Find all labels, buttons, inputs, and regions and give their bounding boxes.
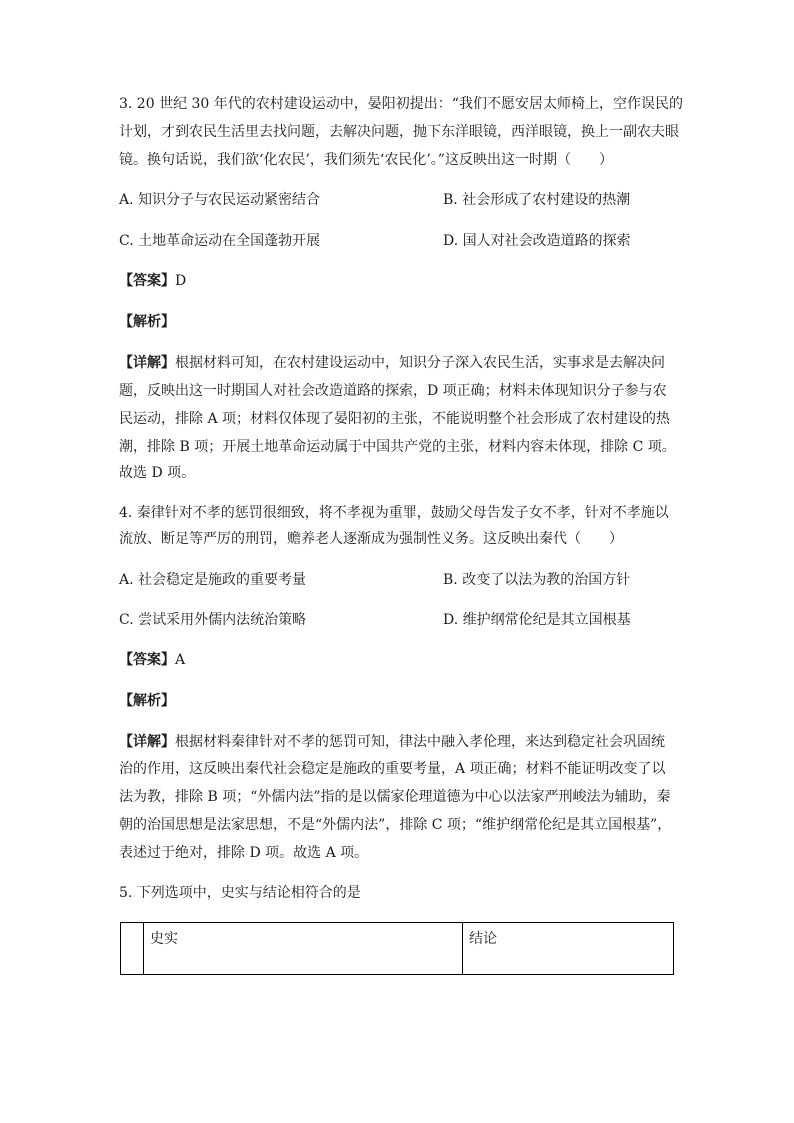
q5-table-col-conclusion: 结论	[463, 923, 674, 975]
q3-detail-line-3: 民运动，排除 A 项；材料仅体现了晏阳初的主张，不能说明整个社会形成了农村建设的热	[119, 411, 671, 427]
q3-analysis-label: 【解析】	[119, 314, 175, 330]
q4-detail-line-3: 法为教，排除 B 项；“外儒内法”指的是以儒家伦理道德为中心以法家严刑峻法为辅助，秦	[119, 789, 671, 805]
q5-stem: 5. 下列选项中，史实与结论相符合的是	[119, 885, 361, 901]
q3-detail-line-2: 题，反映出这一时期国人对社会改造道路的探索，D 项正确；材料未体现知识分子参与农	[119, 383, 667, 399]
q3-option-a: A. 知识分子与农民运动紧密结合	[119, 192, 321, 208]
q4-detail-line-5: 表述过于绝对，排除 D 项。故选 A 项。	[119, 845, 369, 861]
q3-answer-label: 【答案】	[119, 273, 175, 289]
q4-analysis-label: 【解析】	[119, 693, 175, 709]
q3-detail-line-5: 故选 D 项。	[119, 465, 196, 481]
q4-detail-text-1: 根据材料秦律针对不孝的惩罚可知，律法中融入孝伦理，来达到稳定社会巩固统	[175, 734, 665, 750]
q4-option-a: A. 社会稳定是施政的重要考量	[119, 572, 307, 588]
q3-detail-line-4: 潮，排除 B 项；开展土地革命运动属于中国共产党的主张，材料内容未体现，排除 C 项。	[119, 439, 676, 455]
q3-stem-line-3: 镜。换句话说，我们欲‘化农民’，我们须先‘农民化’。”这反映出这一时期（ ）	[119, 152, 613, 168]
q5-table	[120, 922, 674, 975]
q4-option-d: D. 维护纲常伦纪是其立国根基	[443, 612, 631, 628]
q4-stem-line-2: 流放、断足等严厉的刑罚，赡养老人逐渐成为强制性义务。这反映出秦代（ ）	[119, 531, 623, 547]
q4-detail-label: 【详解】	[119, 734, 175, 750]
q4-detail-line-2: 治的作用，这反映出秦代社会稳定是施政的重要考量，A 项正确；材料不能证明改变了以	[119, 761, 666, 777]
q4-answer	[119, 652, 185, 668]
q3-option-c: C. 土地革命运动在全国蓬勃开展	[119, 233, 321, 249]
q4-detail-line-4: 朝的治国思想是法家思想，不是“外儒内法”，排除 C 项；“维护纲常伦纪是其立国根基”，	[119, 817, 672, 833]
q5-table-index-cell	[121, 923, 144, 975]
q3-option-b: B. 社会形成了农村建设的热潮	[443, 192, 631, 208]
q4-stem-line-1: 4. 秦律针对不孝的惩罚很细致，将不孝视为重罪，鼓励父母告发子女不孝，针对不孝施以	[119, 505, 669, 521]
q4-answer-value: A	[175, 652, 186, 668]
q3-option-d: D. 国人对社会改造道路的探索	[443, 233, 631, 249]
q4-option-b: B. 改变了以法为教的治国方针	[443, 572, 631, 588]
q3-answer	[119, 273, 186, 289]
q3-detail-label: 【详解】	[119, 355, 175, 371]
q5-table-col-fact: 史实	[144, 923, 463, 975]
q3-stem-line-1: 3. 20 世纪 30 年代的农村建设运动中，晏阳初提出：“我们不愿安居太师椅上，空作误民的	[119, 96, 683, 112]
q3-detail-text-1: 根据材料可知，在农村建设运动中，知识分子深入农民生活，实事求是去解决问	[175, 355, 665, 371]
q4-detail-line-1	[119, 734, 665, 750]
q3-answer-value: D	[175, 273, 187, 289]
q3-detail-line-1	[119, 355, 665, 371]
q3-stem-line-2: 计划，才到农民生活里去找问题，去解决问题，抛下东洋眼镜，西洋眼镜，换上一副农夫眼	[119, 124, 679, 140]
q4-option-c: C. 尝试采用外儒内法统治策略	[119, 612, 307, 628]
q5-table-header-row	[121, 923, 674, 975]
q4-answer-label: 【答案】	[119, 652, 175, 668]
